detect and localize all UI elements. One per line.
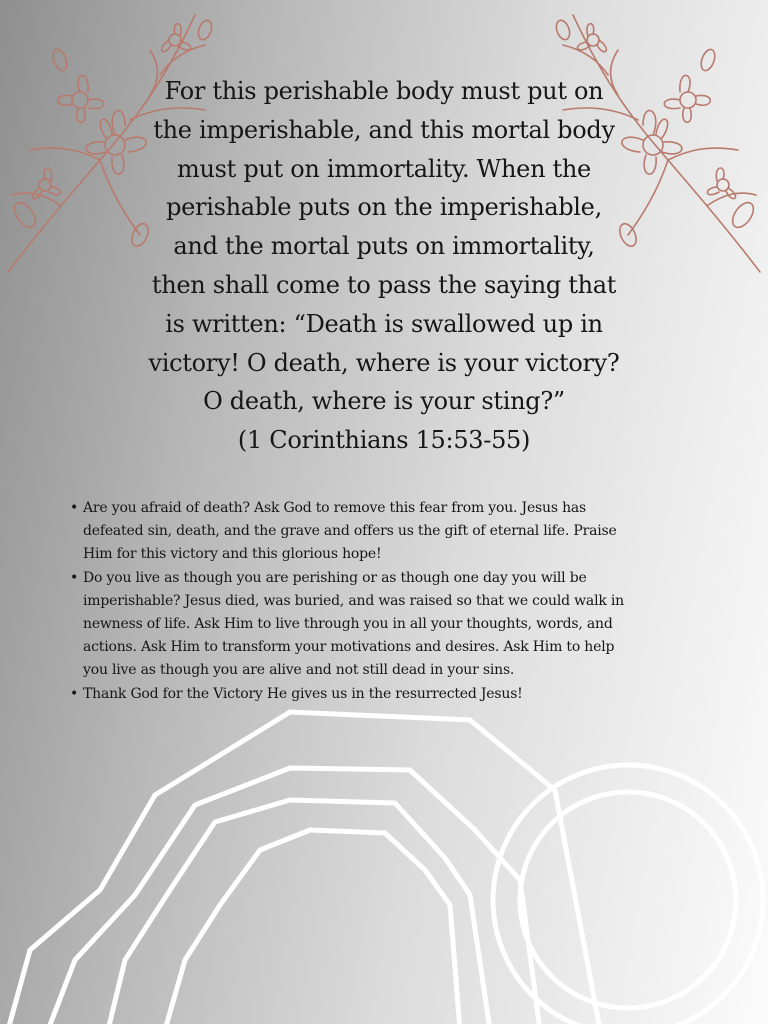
reflection-item-imperishable-life [66, 567, 726, 683]
verse-line: perishable puts on the imperishable, [166, 193, 602, 222]
reflection-line: actions. Ask Him to transform your motivations and desires. Ask Him to help [83, 639, 615, 656]
verse-line: and the mortal puts on immortality, [173, 232, 595, 261]
verse-line: then shall come to pass the saying that [151, 270, 617, 299]
verse-line: is written: “Death is swallowed up in [165, 309, 603, 338]
reflection-item-thanksgiving [66, 683, 726, 706]
reflection-line: defeated sin, death, and the grave and offers us the gift of eternal life. Praise [83, 523, 617, 540]
verse-line: For this perishable body must put on [164, 77, 604, 105]
reflection-line: • Thank God for the Victory He gives us in the resurrected Jesus! [83, 685, 523, 702]
reflection-line: Him for this victory and this glorious hope! [83, 546, 382, 563]
reflection-item-fear-of-death [66, 497, 726, 567]
scripture-verse [80, 72, 688, 460]
reflection-line: • Are you afraid of death? Ask God to remove this fear from you. Jesus has [83, 500, 587, 516]
verse-line: O death, where is your sting?” [203, 387, 565, 416]
tomb-outline-middle [48, 768, 540, 1024]
reflection-line: imperishable? Jesus died, was buried, and was raised so that we could walk in [83, 592, 624, 609]
tomb-doorway [165, 830, 460, 1024]
empty-tomb-icon [0, 704, 768, 1024]
reflection-line: you live as though you are alive and not still dead in your sins. [83, 662, 515, 679]
verse-line: must put on immortality. When the [177, 154, 591, 183]
reflection-line: • Do you live as though you are perishing or as though one day you will be [83, 569, 587, 586]
tomb-stone-inner [520, 792, 736, 1008]
reflection-line: newness of life. Ask Him to live through you in all your thoughts, words, and [83, 616, 613, 633]
verse-line: the imperishable, and this mortal body [153, 115, 615, 144]
reflection-list [66, 497, 726, 706]
verse-line: victory! O death, where is your victory? [148, 348, 620, 377]
verse-reference: (1 Corinthians 15:53-55) [237, 426, 531, 455]
